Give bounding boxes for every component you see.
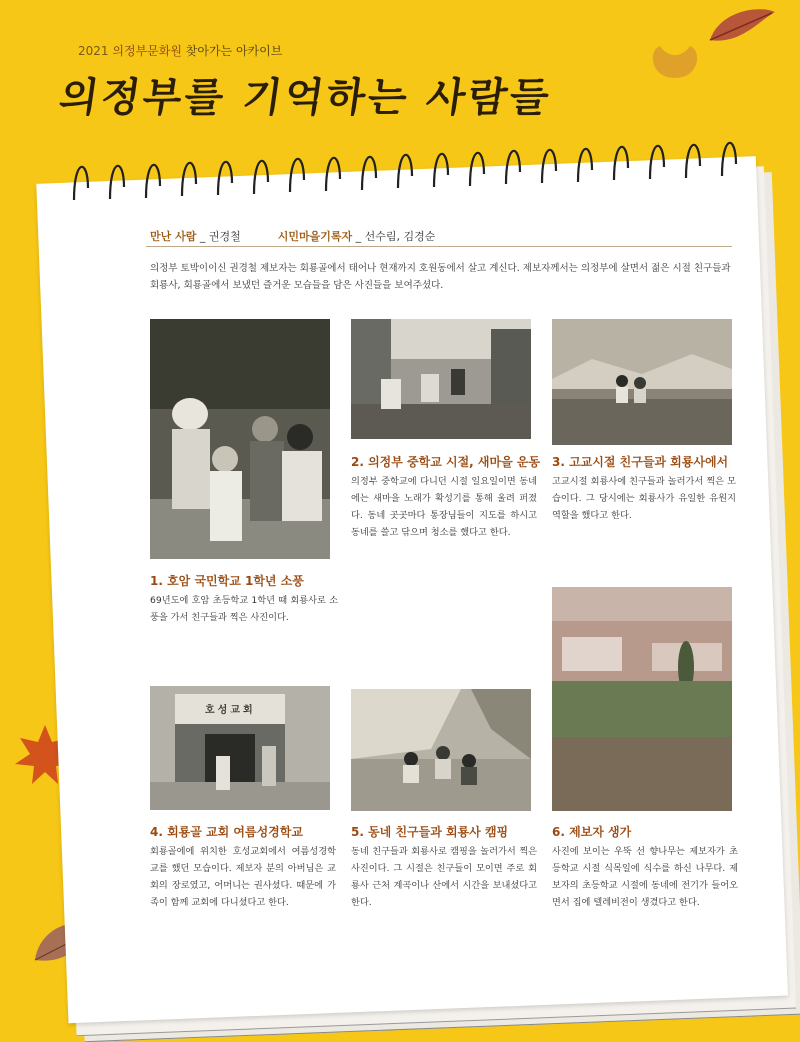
photo-5 <box>351 689 531 811</box>
description-1: 69년도에 호암 초등학교 1학년 때 회룡사로 소풍을 가서 친구들과 찍은 사진이다. <box>150 595 338 623</box>
description-4: 회룡골에에 위치한 호성교회에서 여름성경학교를 했던 모습이다. 제보자 분의 아버님은 교회의 장로였고, 어머니는 권사셨다. 때문에 가족이 함께 교회에 다니셨다고 한다. <box>150 846 336 908</box>
photo-1 <box>150 319 330 559</box>
photo-3 <box>552 319 732 445</box>
page-title: 의정부를 기억하는 사람들 <box>56 74 555 121</box>
caption-5: 5. 동네 친구들과 회룡사 캠핑 <box>351 825 509 839</box>
intro-paragraph: 의정부 토박이이신 권경철 제보자는 회룡골에서 태어나 현재까지 호원동에서 살고 계신다. 제보자께서는 의정부에 살면서 젊은 시절 친구들과 회룡사, 회룡골에서 보냈던 즐거운 모습들을 담은 사진들을 보여주셨다. <box>150 263 731 291</box>
separator: _ <box>355 230 365 243</box>
photo-2 <box>351 319 531 439</box>
caption-2: 2. 의정부 중학교 시절, 새마을 운동 <box>351 455 541 469</box>
photo-6 <box>552 587 732 811</box>
credits-line <box>150 228 435 244</box>
header-org: 의정부문화원 <box>112 44 182 58</box>
interviewee-label: 만난 사람 <box>150 230 197 243</box>
header-subtitle-text: 찾아가는 아카이브 <box>185 44 283 58</box>
description-2: 의정부 중학교에 다니던 시절 일요일이면 동네에는 새마을 노래가 확성기를 통해 울려 퍼졌다. 동네 곳곳마다 통장님들이 지도를 하시고 동네를 쓸고 닦으며 청소를 했다고 한다. <box>351 476 537 538</box>
caption-4: 4. 회룡골 교회 여름성경학교 <box>150 825 303 839</box>
caption-3: 3. 고교시절 친구들과 회룡사에서 <box>552 455 729 469</box>
description-5: 동네 친구들과 회룡사로 캠핑을 놀러가서 찍은 사진이다. 그 시절은 친구들이 모이면 주로 회룡사 근처 계곡이나 산에서 시간을 보내셨다고 한다. <box>351 846 537 908</box>
header-year: 2021 <box>78 44 109 58</box>
description-3: 고교시절 회룡사에 친구들과 놀러가서 찍은 모습이다. 그 당시에는 회룡사가 유일한 유원지 역할을 했다고 한다. <box>552 476 736 521</box>
recorder-label: 시민마을기록자 <box>277 230 353 243</box>
divider <box>146 246 732 247</box>
interviewee-name: 권경철 <box>208 230 241 243</box>
description-6: 사진에 보이는 우뚝 선 향나무는 제보자가 초등학교 시절 식목일에 식수를 하신 나무다. 제보자의 초등학교 시절에 동네에 전기가 들어오면서 집에 텔레비전이 생겼다고 한다. <box>552 846 738 908</box>
recorder-names: 선수림, 김경순 <box>364 230 436 243</box>
separator: _ <box>199 230 209 243</box>
photo-4 <box>150 686 330 810</box>
caption-1: 1. 호암 국민학교 1학년 소풍 <box>150 574 304 588</box>
church-sign: 호성교회 <box>205 705 256 716</box>
caption-6: 6. 제보자 생가 <box>552 825 632 839</box>
